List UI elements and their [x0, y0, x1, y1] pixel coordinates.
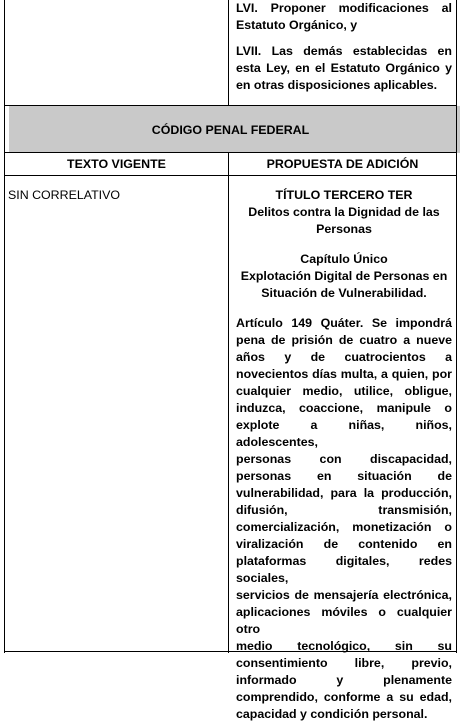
chapter-block [236, 251, 452, 302]
article-line: aplicaciones móviles o cualquier otro [236, 605, 452, 636]
title-line: Delitos contra la Dignidad de las [248, 205, 440, 219]
left-cell-text: SIN CORRELATIVO [8, 188, 120, 202]
item-lvii: LVII. Las demás establecidas en esta Ley, en el Estatuto Orgánico y en otras disposiciones aplicables. [236, 44, 452, 92]
item-lvi: LVI. Proponer modificaciones al Estatuto Orgánico, y [236, 1, 452, 32]
table-border-left [4, 0, 5, 653]
row-divider-3 [4, 175, 457, 176]
section-title: CÓDIGO PENAL FEDERAL [151, 123, 310, 137]
article-line: personas con discapacidad, [236, 452, 452, 466]
title-line: TÍTULO TERCERO TER [275, 188, 413, 202]
article-line: consentimiento libre, previo, [236, 656, 452, 670]
chapter-line: Situación de Vulnerabilidad. [261, 286, 427, 300]
article-line: comprendido, conforme a su edad, [236, 690, 452, 704]
row-divider-2 [4, 152, 457, 153]
article-line: comercialización, monetización o [236, 520, 452, 534]
title-line: Personas [316, 222, 372, 236]
article-line: plataformas digitales, redes sociales, [236, 554, 452, 585]
article-line: Artículo 149 Quáter. Se impondrá [236, 316, 452, 330]
article-line: novecientos días multa, a quien, por [236, 367, 452, 381]
row-divider-1 [4, 105, 457, 106]
article-line: vulnerabilidad, para la producción, [236, 486, 452, 500]
article-line: induzca, coaccione, manipule o [236, 401, 452, 415]
chapter-line: Capítulo Único [300, 252, 388, 266]
article-line: viralización de contenido en [236, 537, 452, 551]
article-line: explote a niñas, niños, adolescentes, [236, 418, 452, 449]
article-line: informado y plenamente [236, 673, 452, 687]
article-line: años y de cuatrocientos a [236, 350, 452, 364]
article-149-quater [236, 315, 452, 723]
chapter-line: Explotación Digital de Personas en [240, 269, 448, 283]
column-divider-bottom [228, 152, 229, 653]
title-block [236, 187, 452, 238]
article-line: difusión, transmisión, [236, 503, 452, 517]
column-divider-top [228, 0, 229, 106]
article-line: personas en situación de [236, 469, 452, 483]
article-line: pena de prisión de cuatro a nueve [236, 333, 452, 347]
article-line: servicios de mensajería electrónica, [236, 588, 452, 602]
article-line: capacidad y condición personal. [236, 707, 428, 721]
header-propuesta: PROPUESTA DE ADICIÓN [266, 157, 419, 171]
table-border-right [456, 0, 457, 653]
article-line: medio tecnológico, sin su [236, 639, 452, 653]
header-texto-vigente: TEXTO VIGENTE [67, 157, 166, 171]
article-line: cualquier medio, utilice, obligue, [236, 384, 452, 398]
